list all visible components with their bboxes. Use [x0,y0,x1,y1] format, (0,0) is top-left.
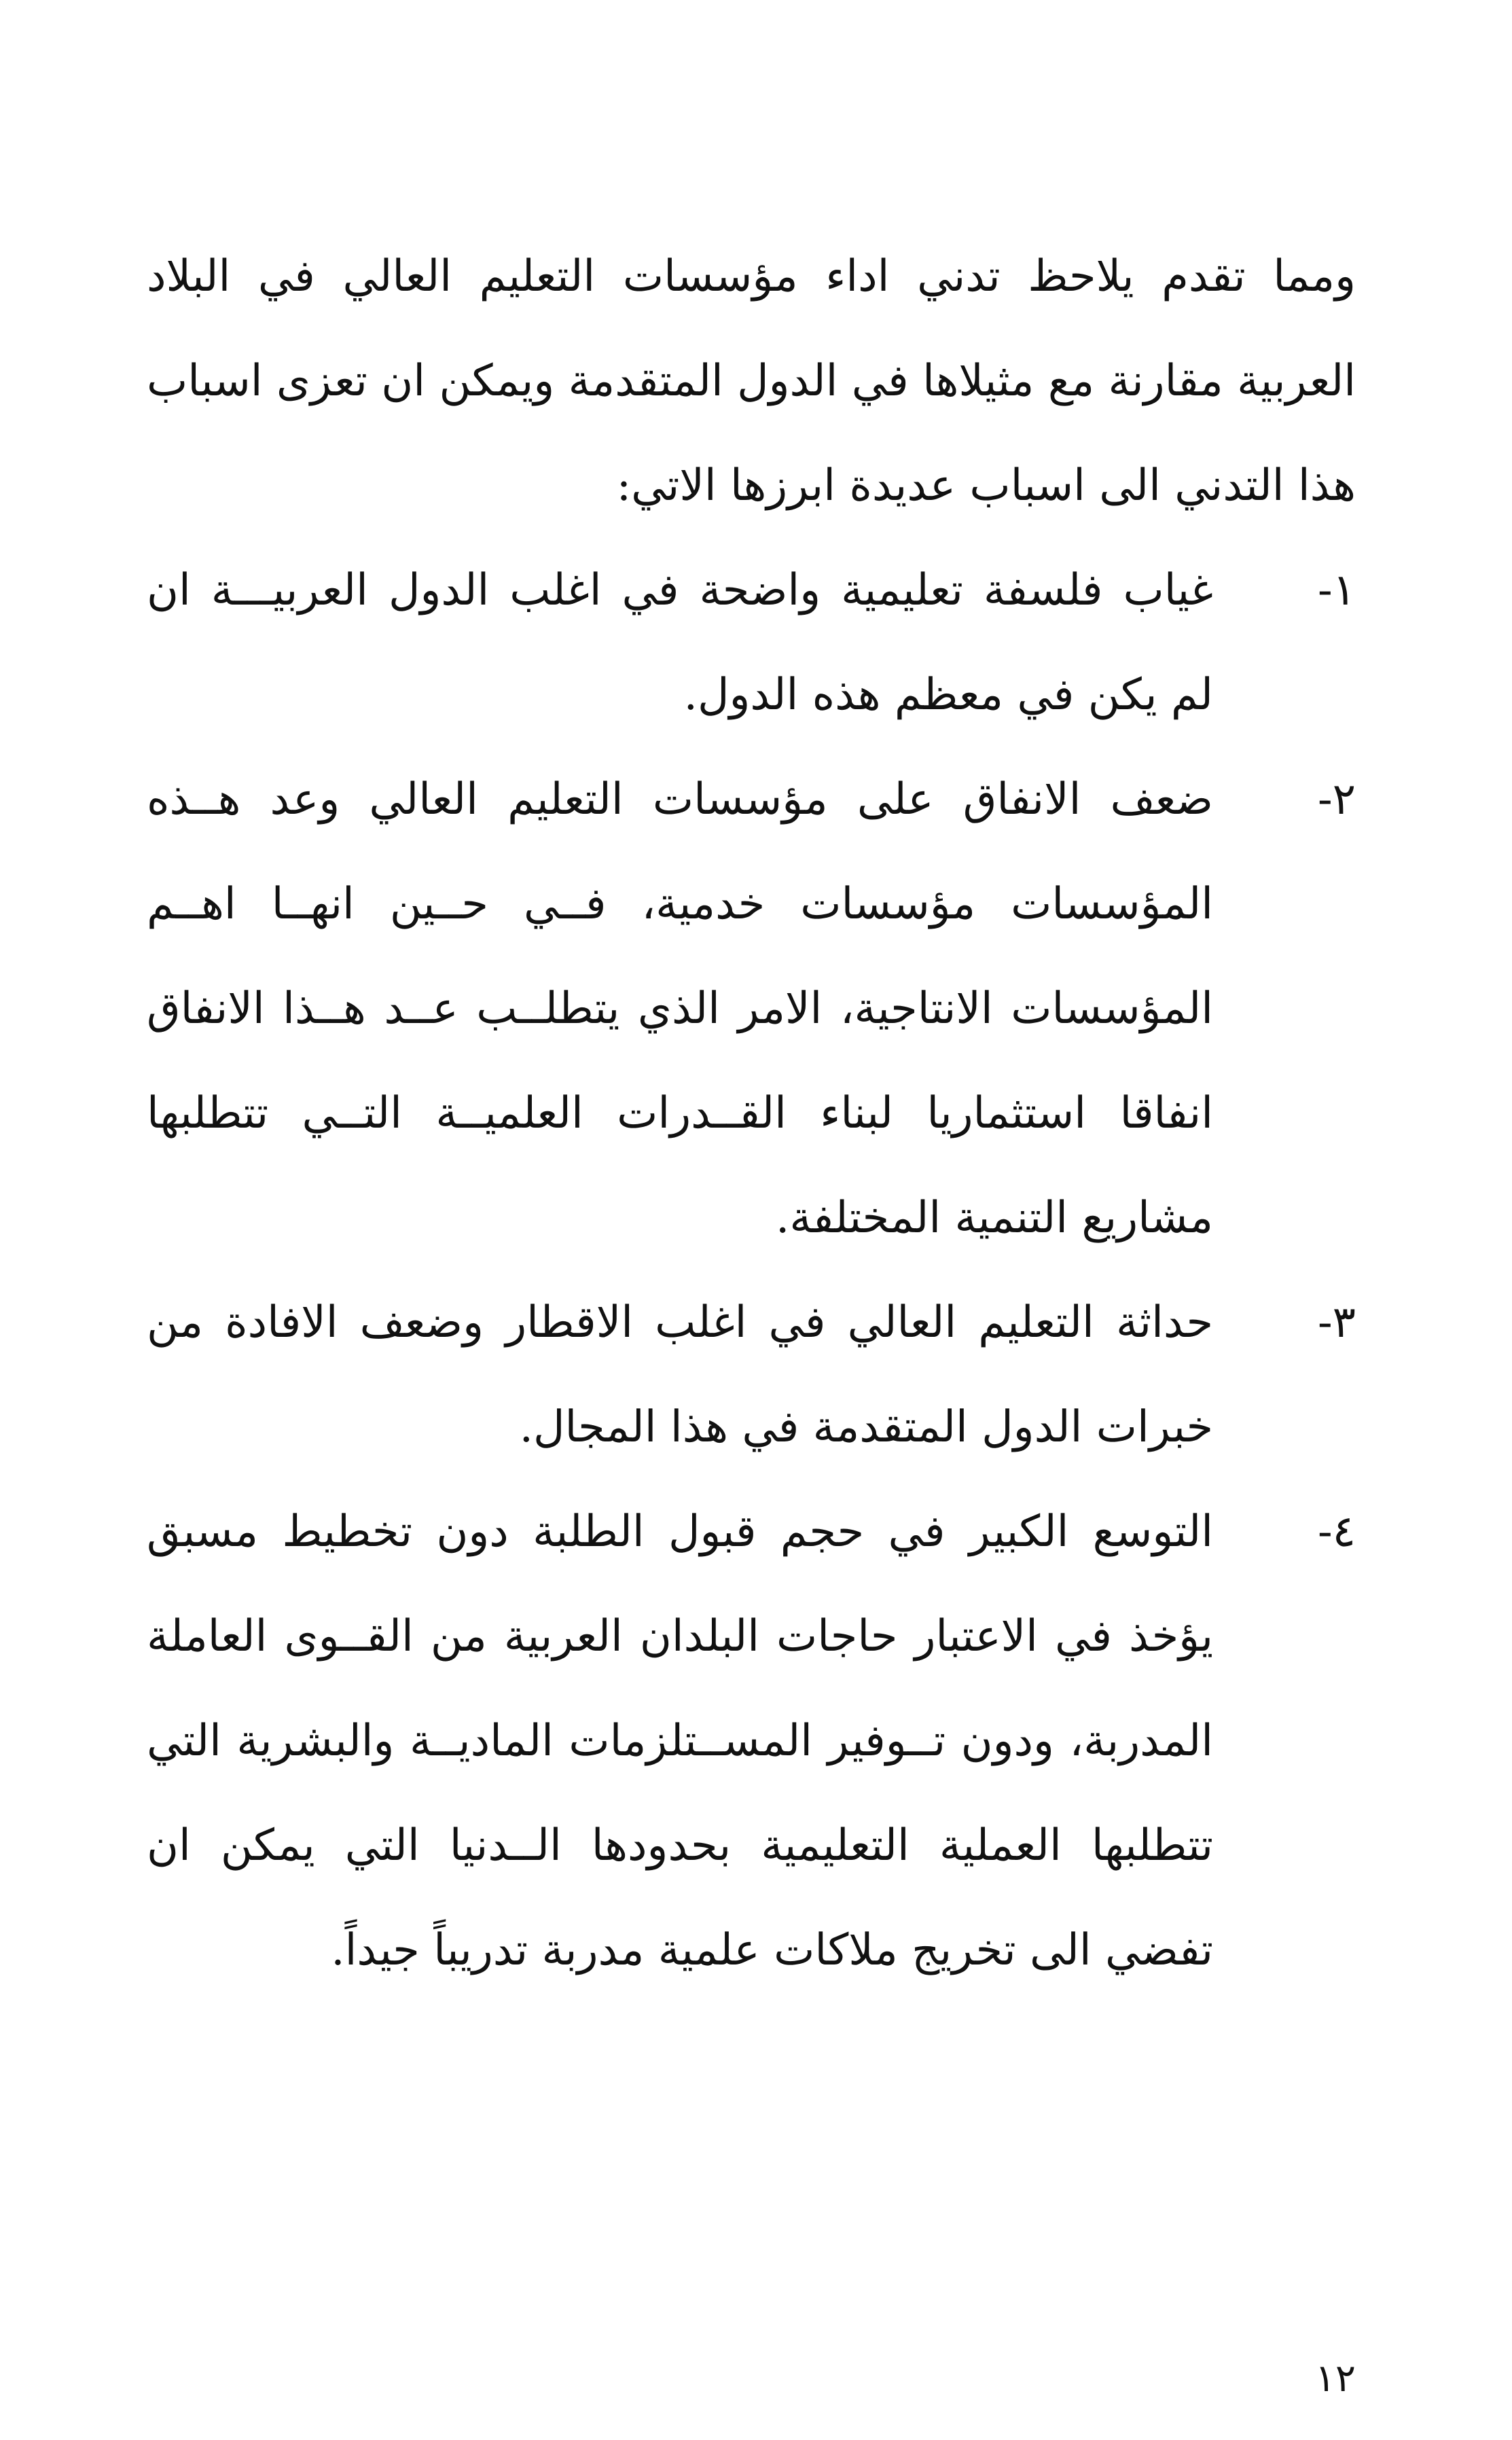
reasons-list [147,538,1356,2003]
list-item [147,747,1356,1270]
intro-paragraph: ومما تقدم يلاحظ تدني اداء مؤسسات التعليم العالي في البلاد العربية مقارنة مع مثيلاها في الدول المتقدمة ويمكن ان تعزى اسباب هذا التدني الى اسباب عديدة ابرزها الاتي: [147,251,1356,511]
list-item-text: التوسع الكبير في حجم قبول الطلبة دون تخطيط مسبق يؤخذ في الاعتبار حاجات البلدان العربية من القــوى العاملة المدربة، ودون تــوفير المســتلزمات الماديــة والبشرية التي تتطلبها العملية التعليمية بحدودها الــدنيا التي يمكن ان تفضي الى تخريج ملاكات علمية مدربة تدريباً جيداً. [147,1507,1213,1975]
body-text [147,224,1356,2003]
list-item-text: ضعف الانفاق على مؤسسات التعليم العالي وعد هــذه المؤسسات مؤسسات خدمية، فــي حــين انهــا اهــم المؤسسات الانتاجية، الامر الذي يتطلــب عــد هــذا الانفاق انفاقا استثماريا لبناء القــدرات العلميــة التــي تتطلبها مشاريع التنمية المختلفة. [147,774,1214,1243]
list-item [147,1479,1356,2003]
list-item-text: حداثة التعليم العالي في اغلب الاقطار وضعف الافادة من خبرات الدول المتقدمة في هذا المجال. [147,1297,1213,1452]
list-item [147,538,1356,747]
page-number: ١٢ [1314,2356,1356,2401]
list-item-text: غياب فلسفة تعليمية واضحة في اغلب الدول العربيـــة ان لم يكن في معظم هذه الدول. [147,565,1213,720]
list-item-number: ٣- [1318,1297,1356,1348]
list-item-number: ٤- [1318,1507,1356,1557]
list-item-number: ١- [1318,565,1356,615]
list-item [147,1270,1356,1479]
list-item-number: ٢- [1318,774,1356,825]
